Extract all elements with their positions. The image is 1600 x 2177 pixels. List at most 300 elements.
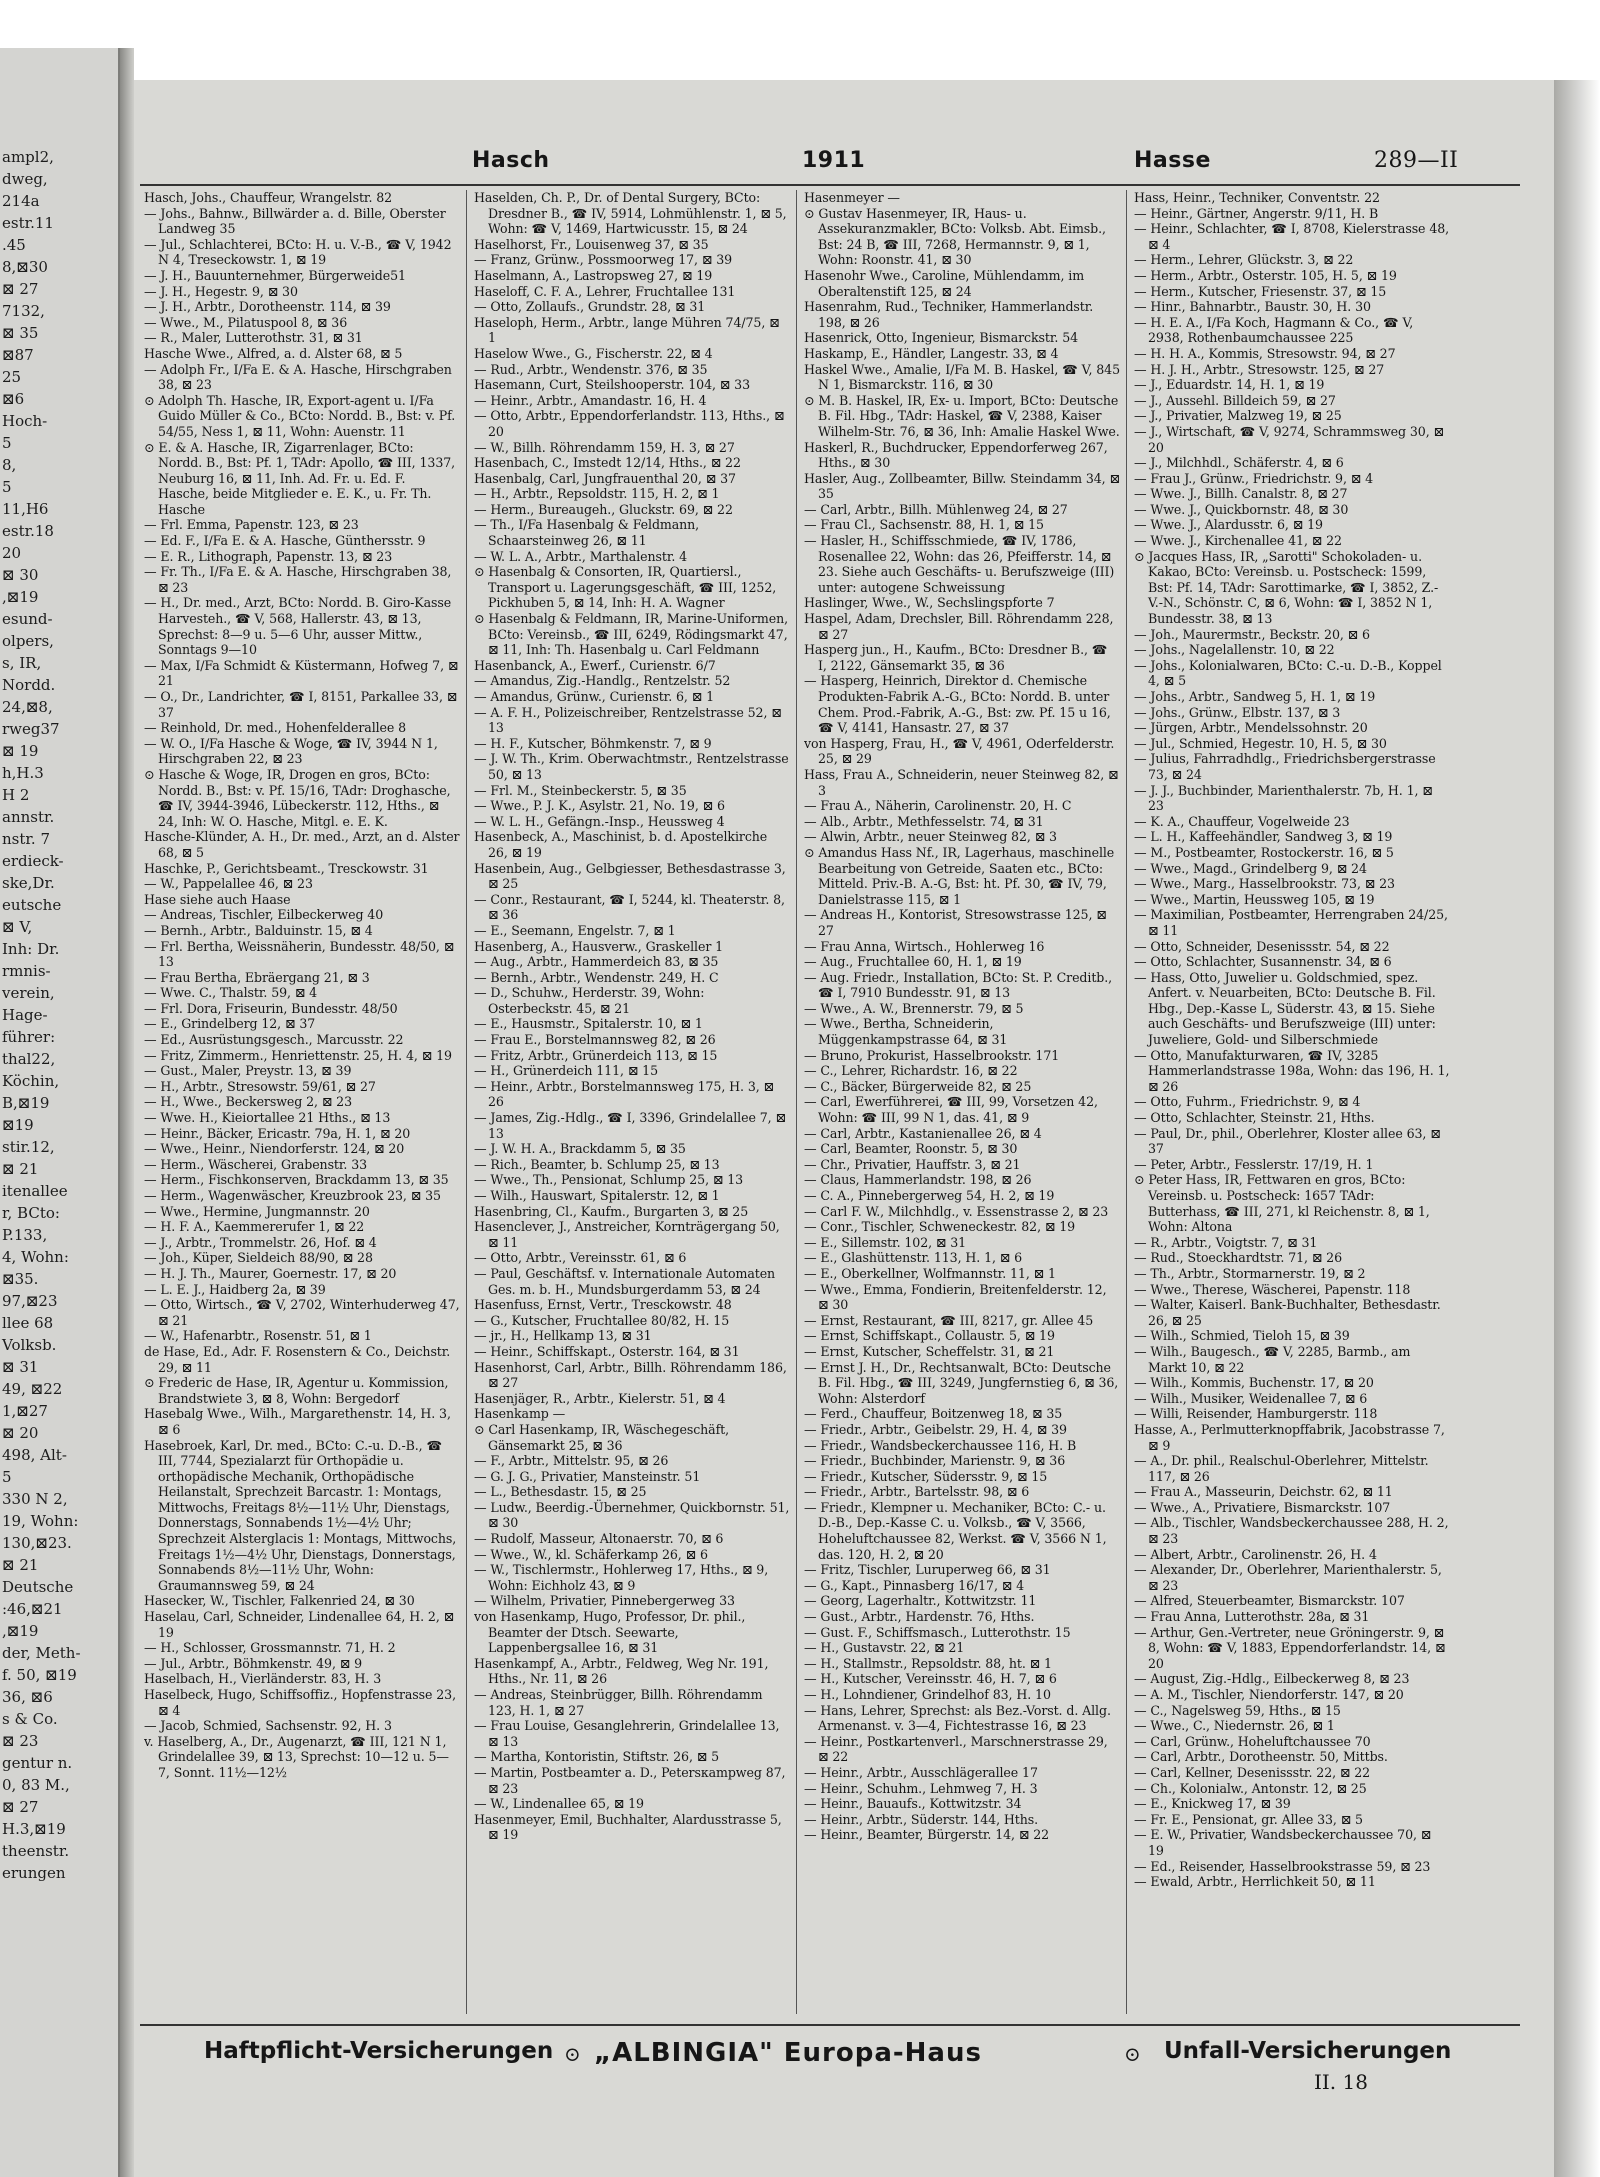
previous-page-fragment: gentur n. <box>2 1754 73 1772</box>
directory-entry: — Frau A., Masseurin, Deichstr. 62, ⊠ 11 <box>1134 1484 1393 1500</box>
directory-entry: — Albert, Arbtr., Carolinenstr. 26, H. 4 <box>1134 1546 1377 1562</box>
previous-page-fragment: eutsche <box>2 896 62 914</box>
directory-entry: Hasler, Aug., Zollbeamter, Billw. Steindamm 34, ⊠ 35 <box>804 470 1120 502</box>
directory-entry: Hasenkampf, A., Arbtr., Feldweg, Weg Nr. 191, Hths., Nr. 11, ⊠ 26 <box>474 1655 769 1687</box>
directory-entry: — Adolph Fr., I/Fa E. & A. Hasche, Hirschgraben 38, ⊠ 23 <box>144 361 452 393</box>
previous-page-fragment: Hoch- <box>2 412 48 430</box>
directory-entry: — R., Maler, Lutterothstr. 31, ⊠ 31 <box>144 330 363 346</box>
directory-entry: — Wwe., A., Privatiere, Bismarckstr. 107 <box>1134 1499 1391 1515</box>
directory-entry: — H., Stallmstr., Repsoldstr. 88, ht. ⊠ 1 <box>804 1655 1052 1671</box>
previous-page-fragment: Deutsche <box>2 1578 74 1596</box>
directory-entry: — Arthur, Gen.-Vertreter, neue Gröningerstr. 9, ⊠ 8, Wohn: ☎ V, 1883, Eppendorferlandstr. 14, ⊠ 20 <box>1134 1624 1446 1671</box>
previous-page-fragment: 8,⊠30 <box>2 258 48 276</box>
directory-entry: — H., Arbtr., Stresowstr. 59/61, ⊠ 27 <box>144 1078 376 1094</box>
previous-page-fragment: llee 68 <box>2 1314 54 1332</box>
directory-entry: — Chr., Privatier, Hauffstr. 3, ⊠ 21 <box>804 1156 1021 1172</box>
directory-entry: — Heinr., Arbtr., Amandastr. 16, H. 4 <box>474 392 707 408</box>
directory-entry: — Otto, Arbtr., Vereinsstr. 61, ⊠ 6 <box>474 1250 687 1266</box>
directory-entry: — Peter, Arbtr., Fesslerstr. 17/19, H. 1 <box>1134 1156 1374 1172</box>
previous-page-fragment: rmnis- <box>2 962 51 980</box>
directory-entry: — W., Hafenarbtr., Rosenstr. 51, ⊠ 1 <box>144 1328 372 1344</box>
previous-page-fragment: ⊠35. <box>2 1270 39 1288</box>
directory-entry: — H. H. A., Kommis, Stresowstr. 94, ⊠ 27 <box>1134 345 1396 361</box>
previous-page-fragment: s & Co. <box>2 1710 58 1728</box>
previous-page-fragment: 330 N 2, <box>2 1490 68 1508</box>
directory-entry: — W., Lindenallee 65, ⊠ 19 <box>474 1796 644 1812</box>
directory-entry: — Wwe., Magd., Grindelberg 9, ⊠ 24 <box>1134 860 1367 876</box>
previous-page-fragment: H 2 <box>2 786 30 804</box>
directory-entry: — C. A., Pinnebergerweg 54, H. 2, ⊠ 19 <box>804 1188 1055 1203</box>
previous-page-fragment: Inh: Dr. <box>2 940 60 958</box>
directory-entry: — Wwe., Hermine, Jungmannstr. 20 <box>144 1203 370 1219</box>
previous-page-fragment: ,⊠19 <box>2 588 39 606</box>
previous-page-fragment: thal22, <box>2 1050 56 1068</box>
directory-entry: Haselbeck, Hugo, Schiffsoffiz., Hopfenstrasse 23, ⊠ 4 <box>144 1687 456 1718</box>
directory-entry: — Frl. M., Steinbeckerstr. 5, ⊠ 35 <box>474 782 687 798</box>
previous-page-fragment: ⊠ 30 <box>2 566 39 584</box>
directory-entry: ⊙ Gustav Hasenmeyer, IR, Haus- u. Assekuranzmakler, BCto: Volksb. Abt. Eimsb., Bst: 24 B, ☎ III, 7268, Hermannstr. 9, ⊠ 1, Wohn: Roonstr. 41, ⊠ 30 <box>804 205 1106 268</box>
directory-entry: — Wilh., Musiker, Weidenallee 7, ⊠ 6 <box>1134 1390 1368 1406</box>
directory-entry: — G. J. G., Privatier, Mansteinstr. 51 <box>474 1468 701 1484</box>
directory-entry: — Wwe., Marg., Hasselbrookstr. 73, ⊠ 23 <box>1134 876 1395 892</box>
directory-entry: — W. L. H., Gefängn.-Insp., Heussweg 4 <box>474 813 725 829</box>
directory-entry: — Aug. Friedr., Installation, BCto: St. P. Creditb., ☎ I, 7910 Bundesstr. 91, ⊠ 13 <box>804 969 1113 1001</box>
directory-entry: — H. F. A., Kaemmererufer 1, ⊠ 22 <box>144 1219 365 1235</box>
directory-entry: Hasebalg Wwe., Wilh., Margarethenstr. 14, H. 3, ⊠ 6 <box>144 1406 451 1437</box>
directory-entry: ⊙ Jacques Hass, IR, „Sarotti" Schokoladen- u. Kakao, BCto: Vereinsb. u. Postscheck: 1599, Bst: Pf. 14, TAdr: Sarottimarke, ☎ I, 3852, Z.-V.-N., Schönstr. C, ⊠ 6, Wohn: ☎ I, 3852 N 1, Bundesstr. 38, ⊠ 13 <box>1134 548 1439 627</box>
directory-entry: — Friedr., Arbtr., Geibelstr. 29, H. 4, ⊠ 39 <box>804 1421 1067 1437</box>
directory-entry: — L., Bethesdastr. 15, ⊠ 25 <box>474 1484 647 1500</box>
directory-entry: — Fritz, Zimmerm., Henriettenstr. 25, H. 4, ⊠ 19 <box>144 1047 452 1063</box>
previous-page-fragment: führer: <box>2 1028 56 1046</box>
directory-entry: — H., Schlosser, Grossmannstr. 71, H. 2 <box>144 1640 396 1656</box>
directory-entry: — Frl. Dora, Friseurin, Bundesstr. 48/50 <box>144 1000 398 1016</box>
directory-entry: — Ernst, Schiffskapt., Collaustr. 5, ⊠ 19 <box>804 1328 1055 1344</box>
directory-entry: — Johs., Kolonialwaren, BCto: C.-u. D.-B., Koppel 4, ⊠ 5 <box>1134 657 1442 689</box>
previous-page-fragment: ⊠ 20 <box>2 1424 39 1442</box>
directory-entry: Haselbach, H., Vierländerstr. 83, H. 3 <box>144 1671 382 1687</box>
directory-entry: — Georg, Lagerhaltr., Kottwitzstr. 11 <box>804 1593 1037 1609</box>
previous-page-fragment: 25 <box>2 368 22 386</box>
directory-entry: — D., Schuhw., Herderstr. 39, Wohn: Osterbeckstr. 45, ⊠ 21 <box>474 985 705 1016</box>
directory-entry: — H., Lohndiener, Grindelhof 83, H. 10 <box>804 1687 1051 1702</box>
directory-entry: Hasch, Johs., Chauffeur, Wrangelstr. 82 <box>144 190 393 205</box>
book-gutter <box>120 48 134 2177</box>
directory-entry: — Andreas, Tischler, Eilbeckerweg 40 <box>144 907 384 923</box>
directory-entry: — Gust. F., Schiffsmasch., Lutterothstr. 15 <box>804 1624 1071 1640</box>
directory-entry: Hasecker, W., Tischler, Falkenried 24, ⊠ 30 <box>144 1593 415 1609</box>
directory-entry: Haspel, Adam, Drechsler, Bill. Röhrendamm 228, ⊠ 27 <box>804 611 1114 642</box>
directory-entry: Hasenmeyer, Emil, Buchhalter, Alardusstrasse 5, ⊠ 19 <box>474 1811 782 1843</box>
directory-entry: — Maximilian, Postbeamter, Herrengraben 24/25, ⊠ 11 <box>1134 907 1448 938</box>
directory-entry: — H., Kutscher, Vereinsstr. 46, H. 7, ⊠ 6 <box>804 1671 1057 1687</box>
directory-entry: — Rud., Stoeckhardtstr. 71, ⊠ 26 <box>1134 1250 1343 1266</box>
directory-entry: — Wwe. J., Billh. Canalstr. 8, ⊠ 27 <box>1134 486 1348 502</box>
directory-entry: Hasche Wwe., Alfred, a. d. Alster 68, ⊠ 5 <box>144 345 403 361</box>
directory-entry: — F., Arbtr., Mittelstr. 95, ⊠ 26 <box>474 1453 669 1469</box>
directory-entry: — Frau Anna, Wirtsch., Hohlerweg 16 <box>804 938 1045 954</box>
directory-entry: — E. W., Privatier, Wandsbeckerchaussee 70, ⊠ 19 <box>1134 1827 1432 1858</box>
previous-page-fragment: 130,⊠23. <box>2 1534 72 1552</box>
directory-entry: — W. L. A., Arbtr., Marthalenstr. 4 <box>474 548 688 564</box>
directory-entry: ⊙ E. & A. Hasche, IR, Zigarrenlager, BCto: Nordd. B., Bst: Pf. 1, TAdr: Apollo, ☎ III, 1337, Neuburg 16, ⊠ 11, Inh. Ad. Fr. u. Ed. F. Hasche, beide Mitglieder e. E. K., u. Fr. Th. Hasche <box>144 439 456 517</box>
directory-entry: von Hasenkamp, Hugo, Professor, Dr. phil., Beamter der Dtsch. Seewarte, Lappenbergsallee 16, ⊠ 31 <box>474 1609 746 1656</box>
previous-page-fragment: 11,H6 <box>2 500 49 518</box>
directory-entry: — Frl. Bertha, Weissnäherin, Bundesstr. 48/50, ⊠ 13 <box>144 938 455 970</box>
directory-entry: — Rich., Beamter, b. Schlump 25, ⊠ 13 <box>474 1156 720 1172</box>
directory-entry: — Max, I/Fa Schmidt & Küstermann, Hofweg 7, ⊠ 21 <box>144 657 459 689</box>
directory-entry: — Ferd., Chauffeur, Boitzenweg 18, ⊠ 35 <box>804 1406 1063 1422</box>
directory-entry: — H. F., Kutscher, Böhmkenstr. 7, ⊠ 9 <box>474 735 712 751</box>
directory-entry: — H., Arbtr., Repsoldstr. 115, H. 2, ⊠ 1 <box>474 486 720 502</box>
directory-entry: — Wilh., Kommis, Buchenstr. 17, ⊠ 20 <box>1134 1375 1374 1391</box>
directory-entry: — H., Dr. med., Arzt, BCto: Nordd. B. Giro-Kasse Harvesteh., ☎ V, 568, Hallerstr. 43, ⊠ 13, Sprechst: 8—9 u. 5—6 Uhr, ausser Mittw., Sonntags 9—10 <box>144 595 452 658</box>
directory-entry: — Ed., Ausrüstungsgesch., Marcusstr. 22 <box>144 1032 404 1048</box>
previous-page-fragment: .45 <box>2 236 26 254</box>
directory-entry: v. Haselberg, A., Dr., Augenarzt, ☎ III, 121 N 1, Grindelallee 39, ⊠ 13, Sprechst: 10—12 u. 5—7, Sonnt. 11½—12½ <box>144 1733 449 1780</box>
previous-page-fragment: 97,⊠23 <box>2 1292 58 1310</box>
directory-entry: — Martha, Kontoristin, Stiftstr. 26, ⊠ 5 <box>474 1749 720 1765</box>
footer-ad-albingia: „ALBINGIA" Europa-Haus <box>594 2038 982 2068</box>
directory-entry: — Fritz, Arbtr., Grünerdeich 113, ⊠ 15 <box>474 1047 718 1063</box>
column-2 <box>474 190 790 2014</box>
previous-page-fragment: 19, Wohn: <box>2 1512 79 1530</box>
directory-entry: — Frl. Emma, Papenstr. 123, ⊠ 23 <box>144 517 359 533</box>
directory-entry: — W., Billh. Röhrendamm 159, H. 3, ⊠ 27 <box>474 439 735 455</box>
directory-entry: Hasenjäger, R., Arbtr., Kielerstr. 51, ⊠ 4 <box>474 1390 726 1406</box>
directory-entry: Hasche-Klünder, A. H., Dr. med., Arzt, an d. Alster 68, ⊠ 5 <box>144 829 460 860</box>
directory-entry: Hasenrick, Otto, Ingenieur, Bismarckstr. 54 <box>804 330 1079 346</box>
directory-entry: — Wwe. J., Quickbornstr. 48, ⊠ 30 <box>1134 501 1349 517</box>
directory-entry: — J., Privatier, Malzweg 19, ⊠ 25 <box>1134 408 1342 424</box>
directory-entry: — Carl, Grünw., Hoheluftchaussee 70 <box>1134 1733 1371 1749</box>
previous-page-fragment: 7132, <box>2 302 45 320</box>
directory-entry: — Walter, Kaiserl. Bank-Buchhalter, Bethesdastr. 26, ⊠ 25 <box>1134 1297 1441 1328</box>
directory-entry: — J. J., Buchbinder, Marienthalerstr. 7b, H. 1, ⊠ 23 <box>1134 782 1433 814</box>
directory-entry: — M., Postbeamter, Rostockerstr. 16, ⊠ 5 <box>1134 844 1394 860</box>
directory-entry: — Jul., Schlachterei, BCto: H. u. V.-B., ☎ V, 1942 N 4, Treseckowstr. 1, ⊠ 19 <box>144 236 452 268</box>
directory-entry: — Conr., Tischler, Schweneckestr. 82, ⊠ 19 <box>804 1219 1076 1235</box>
previous-page-fragment: 20 <box>2 544 22 562</box>
directory-entry: — J., Arbtr., Trommelstr. 26, Hof. ⊠ 4 <box>144 1234 377 1250</box>
directory-entry: von Hasperg, Frau, H., ☎ V, 4961, Oderfelderstr. 25, ⊠ 29 <box>804 735 1115 767</box>
directory-entry: Haselau, Carl, Schneider, Lindenallee 64, H. 2, ⊠ 19 <box>144 1609 455 1640</box>
column-4 <box>1134 190 1450 2014</box>
directory-entry: — H. J. Th., Maurer, Goernestr. 17, ⊠ 20 <box>144 1265 397 1281</box>
previous-page-fragment: B,⊠19 <box>2 1094 50 1112</box>
directory-entry: — Bruno, Prokurist, Hasselbrookstr. 171 <box>804 1047 1060 1063</box>
directory-entry: Hasenmeyer — <box>804 190 900 205</box>
previous-page-fragment: olpers, <box>2 632 54 650</box>
footer-rule <box>140 2024 1520 2026</box>
directory-entry: — Paul, Geschäftsf. v. Internationale Automaten Ges. m. b. H., Mundsburgerdamm 53, ⊠ 24 <box>474 1265 776 1297</box>
directory-entry: — Alexander, Dr., Oberlehrer, Marienthalerstr. 5, ⊠ 23 <box>1134 1562 1442 1593</box>
directory-entry: — C., Bäcker, Bürgerweide 82, ⊠ 25 <box>804 1078 1032 1094</box>
directory-entry: — Jürgen, Arbtr., Mendelssohnstr. 20 <box>1134 720 1368 736</box>
previous-page-fragment: 5 <box>2 434 12 452</box>
previous-page-fragment: 498, Alt- <box>2 1446 67 1464</box>
directory-entry: Hasemann, Curt, Steilshooperstr. 104, ⊠ 33 <box>474 377 750 393</box>
directory-entry: — Ed. F., I/Fa E. & A. Hasche, Günthersstr. 9 <box>144 533 426 549</box>
directory-entry: — Frau Anna, Lutterothstr. 28a, ⊠ 31 <box>1134 1609 1370 1625</box>
directory-entry: — L. E. J., Haidberg 2a, ⊠ 39 <box>144 1281 326 1297</box>
directory-entry: ⊙ M. B. Haskel, IR, Ex- u. Import, BCto: Deutsche B. Fil. Hbg., TAdr: Haskel, ☎ V, 2388, Kaiser Wilhelm-Str. 76, ⊠ 36, Inh: Amalie Haskel Wwe. <box>804 392 1120 439</box>
directory-entry: — jr., H., Hellkamp 13, ⊠ 31 <box>474 1328 652 1344</box>
directory-entry: — E., Grindelberg 12, ⊠ 37 <box>144 1016 316 1032</box>
page-edge-shadow <box>1554 80 1600 2177</box>
scan-margin-top <box>0 0 1600 48</box>
directory-entry: — August, Zig.-Hdlg., Eilbeckerweg 8, ⊠ 23 <box>1134 1671 1410 1687</box>
directory-entry: — Johs., Bahnw., Billwärder a. d. Bille, Oberster Landweg 35 <box>144 205 446 237</box>
directory-entry: — Heinr., Schiffskapt., Osterstr. 164, ⊠ 31 <box>474 1343 740 1359</box>
directory-entry: — Conr., Restaurant, ☎ I, 5244, kl. Theaterstr. 8, ⊠ 36 <box>474 891 785 923</box>
directory-entry: — H., Gustavstr. 22, ⊠ 21 <box>804 1640 965 1656</box>
directory-entry: — Wwe., Heinr., Niendorferstr. 124, ⊠ 20 <box>144 1141 405 1157</box>
directory-entry: — Willi, Reisender, Hamburgerstr. 118 <box>1134 1406 1378 1422</box>
directory-entry: — E., Glashüttenstr. 113, H. 1, ⊠ 6 <box>804 1250 1023 1266</box>
directory-entry: — Ernst, Restaurant, ☎ III, 8217, gr. Allee 45 <box>804 1312 1094 1328</box>
previous-page-fragment: 1,⊠27 <box>2 1402 48 1420</box>
previous-page-fragment: ⊠ 31 <box>2 1358 39 1376</box>
previous-page-fragment: ⊠ 21 <box>2 1556 39 1574</box>
directory-entry: — Otto, Schlachter, Steinstr. 21, Hths. <box>1134 1110 1375 1126</box>
previous-page-fragment: H.3,⊠19 <box>2 1820 66 1838</box>
directory-entry: — Wwe., Therese, Wäscherei, Papenstr. 118 <box>1134 1281 1411 1297</box>
directory-entry: — Carl, Arbtr., Kastanienallee 26, ⊠ 4 <box>804 1125 1042 1141</box>
directory-entry: — Bernh., Arbtr., Wendenstr. 249, H. C <box>474 969 719 985</box>
previous-page-fragment: erungen <box>2 1864 66 1882</box>
directory-entry: — Otto, Zollaufs., Grundstr. 28, ⊠ 31 <box>474 299 706 315</box>
directory-entry: — Wilh., Hauswart, Spitalerstr. 12, ⊠ 1 <box>474 1188 720 1203</box>
previous-page-fragment: stir.12, <box>2 1138 55 1156</box>
directory-entry: — Otto, Fuhrm., Friedrichstr. 9, ⊠ 4 <box>1134 1094 1361 1110</box>
directory-entry: — Heinr., Bäcker, Ericastr. 79a, H. 1, ⊠ 20 <box>144 1125 411 1141</box>
directory-entry: ⊙ Amandus Hass Nf., IR, Lagerhaus, maschinelle Bearbeitung von Getreide, Saaten etc., BCto: Mitteld. Priv.-B. A.-G, Bst: ht. Pf. 30, ☎ IV, 79, Danielstrasse 115, ⊠ 1 <box>804 844 1115 907</box>
previous-page-fragment: ⊠ 21 <box>2 1160 39 1178</box>
header-right-keyword: Hasse <box>1134 148 1211 173</box>
directory-entry: — Carl, Beamter, Roonstr. 5, ⊠ 30 <box>804 1141 1018 1157</box>
directory-entry: — Andreas H., Kontorist, Stresowstrasse 125, ⊠ 27 <box>804 907 1107 938</box>
directory-entry: Hasebroek, Karl, Dr. med., BCto: C.-u. D.-B., ☎ III, 7744, Spezialarzt für Orthopädie u. orthopädische Mechanik, Orthopädische Heilanstalt, Sprechzeit Barcastr. 1: Montags, Mittwochs, Freitags 8½—11½ Uhr, Dienstags, Donnerstags, Sonnabends 1½—4½ Uhr; Sprechzeit Alsterglacis 1: Montags, Mittwochs, Freitags 1½—4½ Uhr, Dienstags, Donnerstags, Sonnabends 8½—11½ Uhr, Wohn: Graumannsweg 59, ⊠ 24 <box>144 1437 457 1593</box>
directory-entry: — Fr. Th., I/Fa E. & A. Hasche, Hirschgraben 38, ⊠ 23 <box>144 564 452 595</box>
footer-ornament: ⊙ <box>564 2042 581 2066</box>
previous-page-fragment: ⊠87 <box>2 346 34 364</box>
previous-page-fragment: :46,⊠21 <box>2 1600 63 1618</box>
directory-entry: ⊙ Adolph Th. Hasche, IR, Export-agent u. I/Fa Guido Müller & Co., BCto: Nordd. B., Bst: v. Pf. 54/55, Ness 1, ⊠ 11, Wohn: Auenstr. 11 <box>144 392 456 439</box>
directory-entry: — H. J. H., Arbtr., Stresowstr. 125, ⊠ 27 <box>1134 361 1385 377</box>
previous-page-fragment: 24,⊠8, <box>2 698 53 716</box>
directory-entry: — K. A., Chauffeur, Vogelweide 23 <box>1134 813 1350 829</box>
directory-entry: — H., Wwe., Beckersweg 2, ⊠ 23 <box>144 1094 353 1110</box>
previous-page-fragment: P.133, <box>2 1226 48 1244</box>
directory-entry: — Alb., Tischler, Wandsbeckerchaussee 288, H. 2, ⊠ 23 <box>1134 1515 1449 1547</box>
directory-entry: — J. H., Hegestr. 9, ⊠ 30 <box>144 283 298 299</box>
directory-entry: — Johs., Nagelallenstr. 10, ⊠ 22 <box>1134 642 1335 658</box>
directory-entry: — Wwe. C., Thalstr. 59, ⊠ 4 <box>144 985 318 1001</box>
directory-entry: — Th., I/Fa Hasenbalg & Feldmann, Schaarsteinweg 26, ⊠ 11 <box>474 517 700 549</box>
previous-page-fragment: 49, ⊠22 <box>2 1380 63 1398</box>
previous-page-fragment: f. 50, ⊠19 <box>2 1666 77 1684</box>
directory-entry: ⊙ Frederic de Hase, IR, Agentur u. Kommission, Brandstwiete 3, ⊠ 8, Wohn: Bergedorf <box>144 1375 449 1406</box>
directory-entry: Haselow Wwe., G., Fischerstr. 22, ⊠ 4 <box>474 345 713 361</box>
directory-entry: — Frau E., Borstelmannsweg 82, ⊠ 26 <box>474 1032 716 1048</box>
directory-entry: — Carl F. W., Milchhdlg., v. Essenstrasse 2, ⊠ 23 <box>804 1203 1109 1219</box>
directory-entry: — E. R., Lithograph, Papenstr. 13, ⊠ 23 <box>144 548 393 564</box>
directory-entry: — A., Dr. phil., Realschul-Oberlehrer, Mittelstr. 117, ⊠ 26 <box>1134 1453 1429 1484</box>
directory-entry: — Heinr., Arbtr., Borstelmannsweg 175, H. 3, ⊠ 26 <box>474 1078 774 1110</box>
directory-entry: — Wwe. J., Kirchenallee 41, ⊠ 22 <box>1134 533 1342 549</box>
directory-entry: Hasenclever, J., Anstreicher, Kornträgergang 50, ⊠ 11 <box>474 1219 780 1250</box>
directory-entry: — J., Milchhdl., Schäferstr. 4, ⊠ 6 <box>1134 455 1344 471</box>
directory-entry: — E., Oberkellner, Wolfmannstr. 11, ⊠ 1 <box>804 1265 1056 1281</box>
previous-page-fragment: estr.18 <box>2 522 54 540</box>
previous-page-fragment: 5 <box>2 1468 12 1486</box>
previous-page-fragment: erdieck- <box>2 852 64 870</box>
directory-entry: — Ernst J. H., Dr., Rechtsanwalt, BCto: Deutsche B. Fil. Hbg., ☎ III, 3249, Jungfernstieg 6, ⊠ 36, Wohn: Alsterdorf <box>804 1359 1119 1406</box>
directory-entry: — Amandus, Grünw., Curienstr. 6, ⊠ 1 <box>474 689 715 704</box>
directory-entry: — Bernh., Arbtr., Balduinstr. 15, ⊠ 4 <box>144 922 373 938</box>
previous-page-fragment: ⊠ 35 <box>2 324 39 342</box>
directory-entry: — Ed., Reisender, Hasselbrookstrasse 59, ⊠ 23 <box>1134 1858 1431 1874</box>
directory-entry: — Ewald, Arbtr., Herrlichkeit 50, ⊠ 11 <box>1134 1874 1376 1890</box>
directory-entry: — Martin, Postbeamter a. D., Petersкampweg 87, ⊠ 23 <box>474 1764 786 1796</box>
previous-page-fragment: ampl2, <box>2 148 54 166</box>
directory-entry: — Franz, Grünw., Possmoorweg 17, ⊠ 39 <box>474 252 733 268</box>
directory-entry: ⊙ Hasenbalg & Feldmann, IR, Marine-Uniformen, BCto: Vereinsb., ☎ III, 6249, Rödingsmarkt 47, ⊠ 11, Inh: Th. Hasenbalg u. Carl Feldmann <box>474 611 788 658</box>
header-rule <box>140 184 1520 186</box>
previous-page-fragment: rweg37 <box>2 720 60 738</box>
directory-entry: — Carl, Kellner, Desenissstr. 22, ⊠ 22 <box>1134 1764 1371 1780</box>
directory-entry: — Ch., Kolonialw., Antonstr. 12, ⊠ 25 <box>1134 1780 1367 1796</box>
footer-ad-liability: Haftpflicht-Versicherungen <box>204 2038 554 2064</box>
directory-entry: — Carl, Arbtr., Billh. Mühlenweg 24, ⊠ 27 <box>804 501 1068 517</box>
directory-entry: — Otto, Schneider, Desenissstr. 54, ⊠ 22 <box>1134 938 1390 954</box>
directory-entry: ⊙ Carl Hasenkamp, IR, Wäschegeschäft, Gänsemarkt 25, ⊠ 36 <box>474 1421 729 1453</box>
directory-entry: — J., Eduardstr. 14, H. 1, ⊠ 19 <box>1134 377 1325 393</box>
directory-entry: — Wwe., Emma, Fondierin, Breitenfelderstr. 12, ⊠ 30 <box>804 1281 1107 1313</box>
directory-page <box>134 80 1554 2177</box>
directory-entry: — C., Nagelsweg 59, Hths., ⊠ 15 <box>1134 1702 1341 1718</box>
previous-page-fragment: ske,Dr. <box>2 874 55 892</box>
previous-page-fragment: 5 <box>2 478 12 496</box>
directory-entry: — Wwe., C., Niedernstr. 26, ⊠ 1 <box>1134 1718 1335 1734</box>
previous-page-fragment: Nordd. <box>2 676 56 694</box>
directory-entry: Hasse, A., Perlmutterknopffabrik, Jacobstrasse 7, ⊠ 9 <box>1134 1421 1445 1453</box>
directory-entry: — Th., Arbtr., Stormarnerstr. 19, ⊠ 2 <box>1134 1265 1366 1281</box>
directory-entry: — Paul, Dr., phil., Oberlehrer, Kloster allee 63, ⊠ 37 <box>1134 1125 1441 1157</box>
directory-entry: — G., Kapt., Pinnasberg 16/17, ⊠ 4 <box>804 1577 1025 1593</box>
directory-entry: — Alfred, Steuerbeamter, Bismarckstr. 107 <box>1134 1593 1405 1609</box>
previous-page-fragment: 0, 83 M., <box>2 1776 70 1794</box>
directory-entry: — Hasperg, Heinrich, Direktor d. Chemische Produkten-Fabrik A.-G., BCto: Nordd. B. unter Chem. Prod.-Fabrik, A.-G., Bst: zw. Pf. 15 u 16, ☎ V, 4141, Hansastr. 27, ⊠ 37 <box>804 673 1111 736</box>
directory-entry: — Frau J., Grünw., Friedrichstr. 9, ⊠ 4 <box>1134 470 1374 486</box>
directory-entry: — Andreas, Steinbrügger, Billh. Röhrendamm 123, H. 1, ⊠ 27 <box>474 1687 763 1718</box>
directory-entry: — Wwe., Bertha, Schneiderin, Müggenkampstrasse 64, ⊠ 31 <box>804 1016 1008 1048</box>
footer-ornament: ⊙ <box>1124 2042 1141 2066</box>
directory-entry: — E., Knickweg 17, ⊠ 39 <box>1134 1796 1291 1812</box>
directory-entry: — Friedr., Kutscher, Südersstr. 9, ⊠ 15 <box>804 1468 1048 1484</box>
previous-page-fragment: 36, ⊠6 <box>2 1688 53 1706</box>
directory-entry: Haskel Wwe., Amalie, I/Fa M. B. Haskel, ☎ V, 845 N 1, Bismarckstr. 116, ⊠ 30 <box>804 361 1120 393</box>
directory-entry: — W. O., I/Fa Hasche & Woge, ☎ IV, 3944 N 1, Hirschgraben 22, ⊠ 23 <box>144 735 438 767</box>
directory-entry: Hass, Heinr., Techniker, Conventstr. 22 <box>1134 190 1380 205</box>
directory-entry: — Jacob, Schmied, Sachsenstr. 92, H. 3 <box>144 1718 392 1734</box>
directory-entry: — E., Seemann, Engelstr. 7, ⊠ 1 <box>474 922 676 938</box>
directory-entry: — Wilh., Schmied, Tieloh 15, ⊠ 39 <box>1134 1328 1350 1344</box>
directory-entry: — Aug., Fruchtallee 60, H. 1, ⊠ 19 <box>804 954 1022 970</box>
directory-entry: — Joh., Maurermstr., Beckstr. 20, ⊠ 6 <box>1134 626 1370 642</box>
directory-entry: — Heinr., Schlachter, ☎ I, 8708, Kielerstrasse 48, ⊠ 4 <box>1134 221 1450 252</box>
directory-entry: — J. W. H. A., Brackdamm 5, ⊠ 35 <box>474 1141 686 1157</box>
previous-page-fragment: ⊠ V, <box>2 918 33 936</box>
directory-entry: — E., Hausmstr., Spitalerstr. 10, ⊠ 1 <box>474 1016 703 1032</box>
directory-entry: — Wwe., M., Pilatuspool 8, ⊠ 36 <box>144 314 348 330</box>
directory-entry: Hasenbeck, A., Maschinist, b. d. Apostelkirche 26, ⊠ 19 <box>474 829 768 860</box>
directory-entry: Hass, Frau A., Schneiderin, neuer Steinweg 82, ⊠ 3 <box>804 766 1119 798</box>
directory-entry: — Fritz, Tischler, Luruperweg 66, ⊠ 31 <box>804 1562 1051 1578</box>
directory-entry: — Hans, Lehrer, Sprechst: als Bez.-Vorst. d. Allg. Armenanst. v. 3—4, Fichtestrasse 16, ⊠ 23 <box>804 1702 1111 1734</box>
previous-page-fragment: r, BCto: <box>2 1204 60 1222</box>
directory-entry: — Rud., Arbtr., Wendenstr. 376, ⊠ 35 <box>474 361 708 377</box>
directory-entry: Hasperg jun., H., Kaufm., BCto: Dresdner B., ☎ I, 2122, Gänsemarkt 35, ⊠ 36 <box>804 642 1108 673</box>
directory-entry: Hasenbalg, Carl, Jungfrauenthal 20, ⊠ 37 <box>474 470 736 486</box>
directory-entry: — Herm., Wäscherei, Grabenstr. 33 <box>144 1156 368 1172</box>
directory-entry: — Aug., Arbtr., Hammerdeich 83, ⊠ 35 <box>474 954 719 970</box>
directory-entry: — J. H., Bauunternehmer, Bürgerweide51 <box>144 267 406 283</box>
previous-page-fragment: Köchin, <box>2 1072 60 1090</box>
directory-entry: — Wwe., Th., Pensionat, Schlump 25, ⊠ 13 <box>474 1172 744 1188</box>
previous-page-fragment: 214a <box>2 192 40 210</box>
directory-entry: — Frau A., Näherin, Carolinenstr. 20, H. C <box>804 798 1072 814</box>
directory-entry: Haselden, Ch. P., Dr. of Dental Surgery, BCto: Dresdner B., ☎ IV, 5914, Lohmühlenstr. 1, ⊠ 5, Wohn: ☎ V, 1469, Hartwicusstr. 15, ⊠ 24 <box>474 190 787 237</box>
directory-entry: Hase siehe auch Haase <box>144 891 291 907</box>
previous-page-fragment: dweg, <box>2 170 48 188</box>
directory-entry: — A. F. H., Polizeischreiber, Rentzelstrasse 52, ⊠ 13 <box>474 704 782 736</box>
directory-entry: — Otto, Schlachter, Susannenstr. 34, ⊠ 6 <box>1134 954 1392 970</box>
directory-entry: — Frau Cl., Sachsenstr. 88, H. 1, ⊠ 15 <box>804 517 1044 533</box>
previous-page-fragment: itenallee <box>2 1182 68 1200</box>
previous-page-fragment: Hage- <box>2 1006 48 1024</box>
previous-page-fragment: theenstr. <box>2 1842 70 1860</box>
previous-page-fragment: s, IR, <box>2 654 42 672</box>
directory-entry: Haschke, P., Gerichtsbeamt., Tresckowstr. 31 <box>144 860 429 876</box>
previous-page-fragment: ⊠ 23 <box>2 1732 39 1750</box>
directory-entry: — H. E. A., I/Fa Koch, Hagmann & Co., ☎ V, 2938, Rothenbaumchaussee 225 <box>1134 314 1414 346</box>
directory-entry: — Wwe. J., Alardusstr. 6, ⊠ 19 <box>1134 517 1323 533</box>
directory-entry: Haslinger, Wwe., W., Sechslingspforte 7 <box>804 595 1055 611</box>
directory-entry: — E., Sillemstr. 102, ⊠ 31 <box>804 1234 967 1250</box>
previous-page-fragment: ,⊠19 <box>2 1622 39 1640</box>
directory-entry: — Herm., Lehrer, Glückstr. 3, ⊠ 22 <box>1134 252 1354 268</box>
directory-entry: — Heinr., Beamter, Bürgerstr. 14, ⊠ 22 <box>804 1827 1050 1843</box>
directory-entry: — O., Dr., Landrichter, ☎ I, 8151, Parkallee 33, ⊠ 37 <box>144 689 458 720</box>
column-divider <box>1126 190 1127 2014</box>
directory-entry: — Herm., Kutscher, Friesenstr. 37, ⊠ 15 <box>1134 283 1387 299</box>
previous-page-fragment: ⊠6 <box>2 390 25 408</box>
directory-entry: — Frau Bertha, Ebräergang 21, ⊠ 3 <box>144 969 370 985</box>
directory-entry: — Herm., Bureaugeh., Gluckstr. 69, ⊠ 22 <box>474 501 733 517</box>
directory-entry: — Heinr., Schuhm., Lehmweg 7, H. 3 <box>804 1780 1038 1796</box>
previous-page-fragment: 8, <box>2 456 17 474</box>
directory-entry: — A. M., Tischler, Niendorferstr. 147, ⊠ 20 <box>1134 1687 1404 1702</box>
directory-entry: Haseloph, Herm., Arbtr., lange Mühren 74/75, ⊠ 1 <box>474 314 780 346</box>
header-left-keyword: Hasch <box>472 148 550 173</box>
directory-entry: — G., Kutscher, Fruchtallee 80/82, H. 15 <box>474 1312 730 1328</box>
directory-entry: — Heinr., Arbtr., Süderstr. 144, Hths. <box>804 1811 1039 1827</box>
directory-entry: — Wilh., Baugesch., ☎ V, 2285, Barmb., am Markt 10, ⊠ 22 <box>1134 1343 1411 1375</box>
directory-entry: — J. W. Th., Krim. Oberwachtmstr., Rentzelstrasse 50, ⊠ 13 <box>474 751 789 782</box>
directory-entry: — Heinr., Bauaufs., Kottwitzstr. 34 <box>804 1796 1022 1812</box>
